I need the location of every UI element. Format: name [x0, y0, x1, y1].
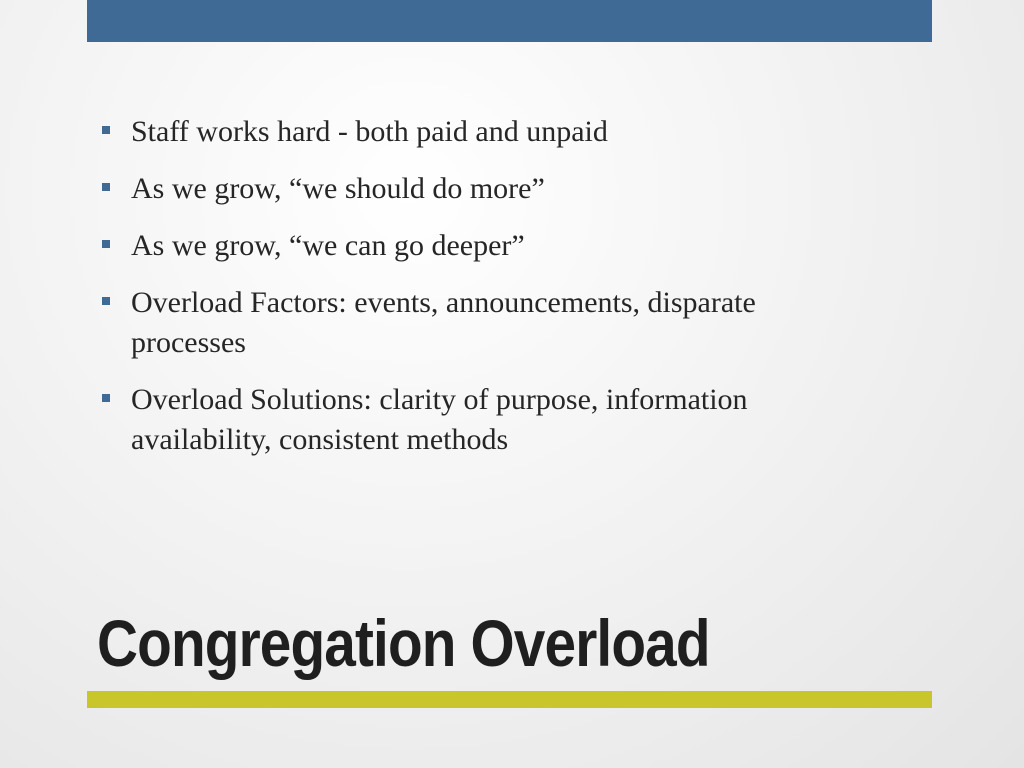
bullet-text: As we grow, “we should do more” — [131, 172, 545, 205]
bullet-text: Staff works hard - both paid and unpaid — [131, 115, 608, 148]
bullet-text: As we grow, “we can go deeper” — [131, 229, 525, 262]
square-bullet-icon — [102, 183, 110, 191]
slide-title: Congregation Overload — [97, 606, 710, 680]
top-accent-bar — [87, 0, 932, 42]
bottom-accent-bar — [87, 691, 932, 708]
bullet-item — [100, 226, 860, 266]
bullet-text: Overload Solutions: clarity of purpose, information availability, consistent methods — [131, 383, 748, 456]
square-bullet-icon — [102, 126, 110, 134]
square-bullet-icon — [102, 240, 110, 248]
square-bullet-icon — [102, 297, 110, 305]
bullet-item — [100, 380, 860, 460]
bullet-list — [100, 112, 860, 477]
bullet-item — [100, 112, 860, 152]
square-bullet-icon — [102, 394, 110, 402]
bullet-item — [100, 283, 860, 363]
bullet-text: Overload Factors: events, announcements, disparate processes — [131, 286, 756, 359]
bullet-item — [100, 169, 860, 209]
